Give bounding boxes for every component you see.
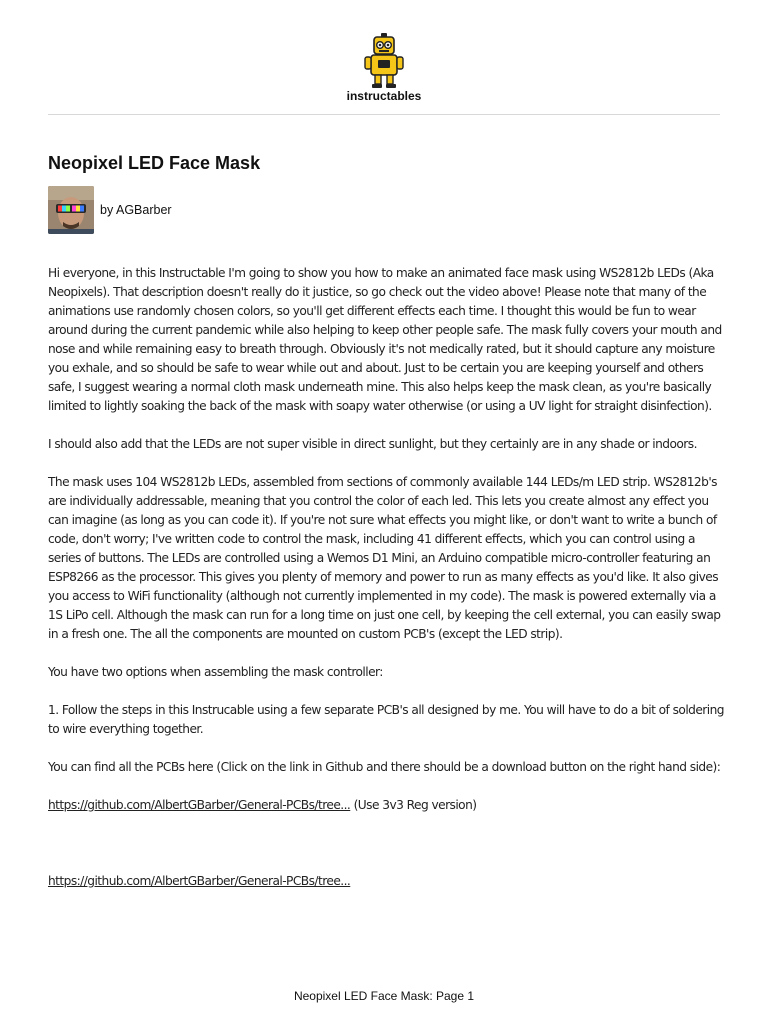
paragraph-options: You have two options when assembling the mask controller: — [48, 665, 383, 679]
link-paragraph-1 — [48, 796, 728, 815]
author-photo-icon — [48, 186, 94, 234]
link-paragraph-2 — [48, 872, 728, 891]
github-link-2[interactable]: https://github.com/AlbertGBarber/General-PCBs/tree... — [48, 874, 351, 888]
article-title: Neopixel LED Face Mask — [48, 153, 261, 173]
author-byline[interactable]: by AGBarber — [100, 203, 172, 217]
link-note: (Use 3v3 Reg version) — [350, 798, 477, 812]
header-divider — [48, 114, 720, 115]
paragraph-led-details: The mask uses 104 WS2812b LEDs, assembled from sections of commonly available 144 LEDs/m LED strip. WS2812b's are individually addressable, meaning that you control the color of each led. This lets you create almost any effect you can imagine (as long as you can code it). If you're not sure what effects you might like, or don't want to write a bunch of code, don't worry; I've written code to control the mask, including 41 different effects, which you can control using a series of buttons. The LEDs are controlled using a Wemos D1 Mini, an Arduino compatible micro-controller featuring an ESP8266 as the processor. This gives you plenty of memory and power to run as many effects as you'd like. It also gives you access to WiFi functionality (although not currently implemented in my code). The mask is powered externally via a 1S LiPo cell. Although the mask can run for a long time on just one cell, by keeping the cell external, you can easily swap in a fresh one. The all the components are mounted on custom PCB's (except the LED strip). — [48, 475, 721, 641]
site-name[interactable]: instructables — [346, 89, 422, 103]
github-link-1[interactable]: https://github.com/AlbertGBarber/General-PCBs/tree... — [48, 798, 351, 812]
article-body — [48, 264, 728, 910]
paragraph-option-one: 1. Follow the steps in this Instrucable using a few separate PCB's all designed by me. You will have to do a bit of soldering to wire everything together. — [48, 703, 724, 736]
instructables-robot-logo-icon[interactable] — [360, 33, 408, 89]
paragraph-sunlight: I should also add that the LEDs are not super visible in direct sunlight, but they certainly are in any shade or indoors. — [48, 437, 697, 451]
paragraph-pcbs: You can find all the PCBs here (Click on the link in Github and there should be a download button on the right hand side): — [48, 760, 721, 774]
paragraph-intro: Hi everyone, in this Instructable I'm going to show you how to make an animated face mask using WS2812b LEDs (Aka Neopixels). That description doesn't really do it justice, so go check out the video above! Please note that many of the animations use randomly chosen colors, so you'll get different effects each time. I thought this would be fun to wear around during the current pandemic while also helping to keep other people safe. The mask fully covers your mouth and nose and while remaining easy to breath through. Obviously it's not medically rated, but it should capture any moisture you exhale, and so should be safe to wear while out and about. Just to be certain you are keeping yourself and others safe, I suggest wearing a normal cloth mask underneath mine. This also helps keep the mask clean, as you're basically limited to lightly soaking the back of the mask with soapy water otherwise (or using a UV light for straight disinfection). — [48, 266, 722, 413]
spacer — [48, 834, 728, 872]
page-footer: Neopixel LED Face Mask: Page 1 — [293, 989, 475, 1003]
header — [0, 0, 768, 118]
author-avatar[interactable] — [48, 186, 94, 234]
